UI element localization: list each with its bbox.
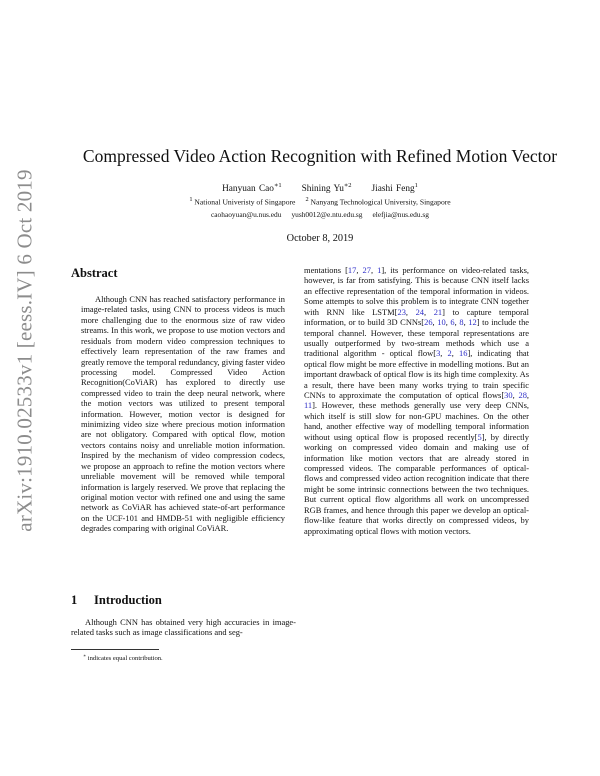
- citation-link[interactable]: 24: [415, 306, 425, 317]
- citation-link[interactable]: 17: [347, 265, 357, 275]
- section-title: Introduction: [94, 593, 162, 607]
- body-text: ,: [451, 348, 459, 359]
- body-text: ] to capture temporal information, or to build 3D CNNs[: [304, 306, 529, 328]
- email: yush0012@e.ntu.edu.sg: [291, 210, 363, 219]
- footnote: [83, 653, 163, 662]
- body-text: ], by directly working on compressed video domain and making use of information like motion vectors that are already stored in compressed videos. The comparable performances of optical-flows and compressed video action recognition indicate that there might be some intrinsic connections between the two techniques. But current optical flow algorithms all work on uncompressed RGB frames, and hence through this paper we develop an optical-flow-like feature that works directly on compressed videos, by approximating optical flows with motion vectors.: [304, 431, 529, 536]
- body-text: ,: [526, 390, 530, 401]
- body-text: ,: [356, 265, 363, 275]
- body-text: ,: [454, 317, 460, 328]
- citation-link[interactable]: 26: [424, 317, 433, 328]
- email: elefjia@nus.edu.sg: [372, 210, 429, 219]
- citation-link[interactable]: 8: [459, 317, 464, 328]
- citation-link[interactable]: 1: [377, 265, 382, 275]
- author-name: Shining Yu: [301, 184, 344, 195]
- body-text: ,: [424, 306, 434, 317]
- citation-link[interactable]: 12: [468, 317, 477, 328]
- body-text: ], indicating that optical flow might be more effective in modelling motions. But an important drawback of optical flow is its high time complexity. As a result, there have been many works trying to train specific CNNs to approximate the computation of optical flows[: [304, 348, 530, 401]
- affiliation-name: Nanyang Technological University, Singapore: [310, 197, 451, 207]
- footnote-mark: ∗: [83, 653, 87, 658]
- citation-link[interactable]: 11: [304, 400, 313, 411]
- author-mark: 1: [414, 182, 418, 189]
- abstract-heading: [71, 266, 118, 281]
- affiliation-list: [40, 196, 600, 207]
- citation-link[interactable]: 23: [397, 306, 406, 317]
- citation-link[interactable]: 10: [437, 317, 446, 328]
- citation-link[interactable]: 16: [459, 348, 468, 359]
- affiliation-mark: 2: [305, 196, 309, 203]
- body-text: ,: [463, 317, 469, 328]
- citation-link[interactable]: 30: [504, 390, 513, 401]
- body-text: ,: [512, 390, 519, 401]
- body-text: ,: [445, 317, 451, 328]
- body-text: ,: [370, 265, 378, 275]
- introduction-body: [71, 617, 296, 638]
- affiliation-name: National Univeristy of Singapore: [194, 197, 296, 207]
- citation-link[interactable]: 3: [436, 348, 441, 359]
- introduction-paragraph-continued: [304, 265, 529, 536]
- author-name: Jiashi Feng: [371, 184, 415, 195]
- paper-date: October 8, 2019: [286, 233, 354, 244]
- citation-link[interactable]: 28: [518, 390, 527, 401]
- email-list: [40, 210, 600, 219]
- citation-link[interactable]: 27: [362, 265, 371, 275]
- author-mark: ∗2: [343, 182, 352, 189]
- arxiv-id-text: arXiv:1910.02533v1 [eess.IV] 6 Oct 2019: [12, 168, 37, 532]
- citation-link[interactable]: 21: [433, 306, 443, 317]
- footnote-text: indicates equal contribution.: [87, 655, 163, 663]
- right-column-text: [304, 265, 529, 536]
- introduction-paragraph: Although CNN has obtained very high accuracies in image-related tasks such as image classifications and seg-: [71, 617, 296, 638]
- arxiv-identifier: [10, 100, 40, 600]
- section-heading-introduction: [71, 593, 162, 608]
- body-text: ,: [432, 317, 438, 328]
- body-text: ] to include the temporal channel. However, these temporal representations are usually outperformed by two-stream methods which use a traditional algorithm - optical flow[: [304, 317, 530, 359]
- abstract-body: [71, 294, 296, 534]
- citation-link[interactable]: 6: [450, 317, 455, 328]
- citation-link[interactable]: 2: [447, 348, 452, 359]
- body-text: ]. However, these methods generally use very deep CNNs, which itself is still slow for non-GPU machines. On the other hand, another effective way of modelling temporal information without using optical flow is proposed recently[: [304, 400, 529, 442]
- paper-title: Compressed Video Action Recognition with Refined Motion Vector: [82, 146, 558, 166]
- author-list: [40, 181, 600, 194]
- abstract-heading-text: Abstract: [71, 266, 118, 280]
- affiliation-mark: 1: [189, 196, 193, 203]
- body-text: mentations [: [304, 265, 348, 275]
- section-number: 1: [71, 593, 78, 607]
- author-mark: ∗1: [273, 182, 282, 189]
- body-text: ,: [405, 306, 416, 317]
- author-name: Hanyuan Cao: [222, 184, 274, 195]
- body-text: ,: [440, 348, 448, 359]
- abstract-paragraph: Although CNN has reached satisfactory performance in image-related tasks, using CNN to process videos is much more challenging due to the enormous size of raw video streams. In this work, we propose to use motion vectors and residuals from modern video compression techniques to effectively learn representation of the raw frames and greatly remove the temporal redundancy, giving faster video processing model. Compressed Video Action Recognition(CoViAR) has explored to directly use compressed video to train the deep neural network, where the motion vectors was utilized to present temporal information. However, motion vector is designed for minimizing video size where precious motion information are not obligatory. Compared with optical flow, motion vectors contains noisy and unreliable motion information. Inspired by the mechanism of video compression codecs, we propose an approach to refine the motion vectors where unreliable movement will be removed while temporal information is largely reserved. We prove that replacing the original motion vector with refined one and using the same network as CoViAR has achieved state-of-art performance on the UCF-101 and HMDB-51 with negligible efficiency degrades comparing with original CoViAR.: [81, 294, 285, 534]
- email: caohaoyuan@u.nus.edu: [211, 210, 282, 219]
- citation-link[interactable]: 5: [477, 431, 482, 442]
- body-text: ], its performance on video-related tasks, however, is far from satisfying. This is because CNN itself lacks an effective representation of the temporal information in videos. Some attempts to solve this problem is to integrate CNN together with RNN like LSTM[: [304, 265, 530, 317]
- footnote-rule: [71, 649, 159, 650]
